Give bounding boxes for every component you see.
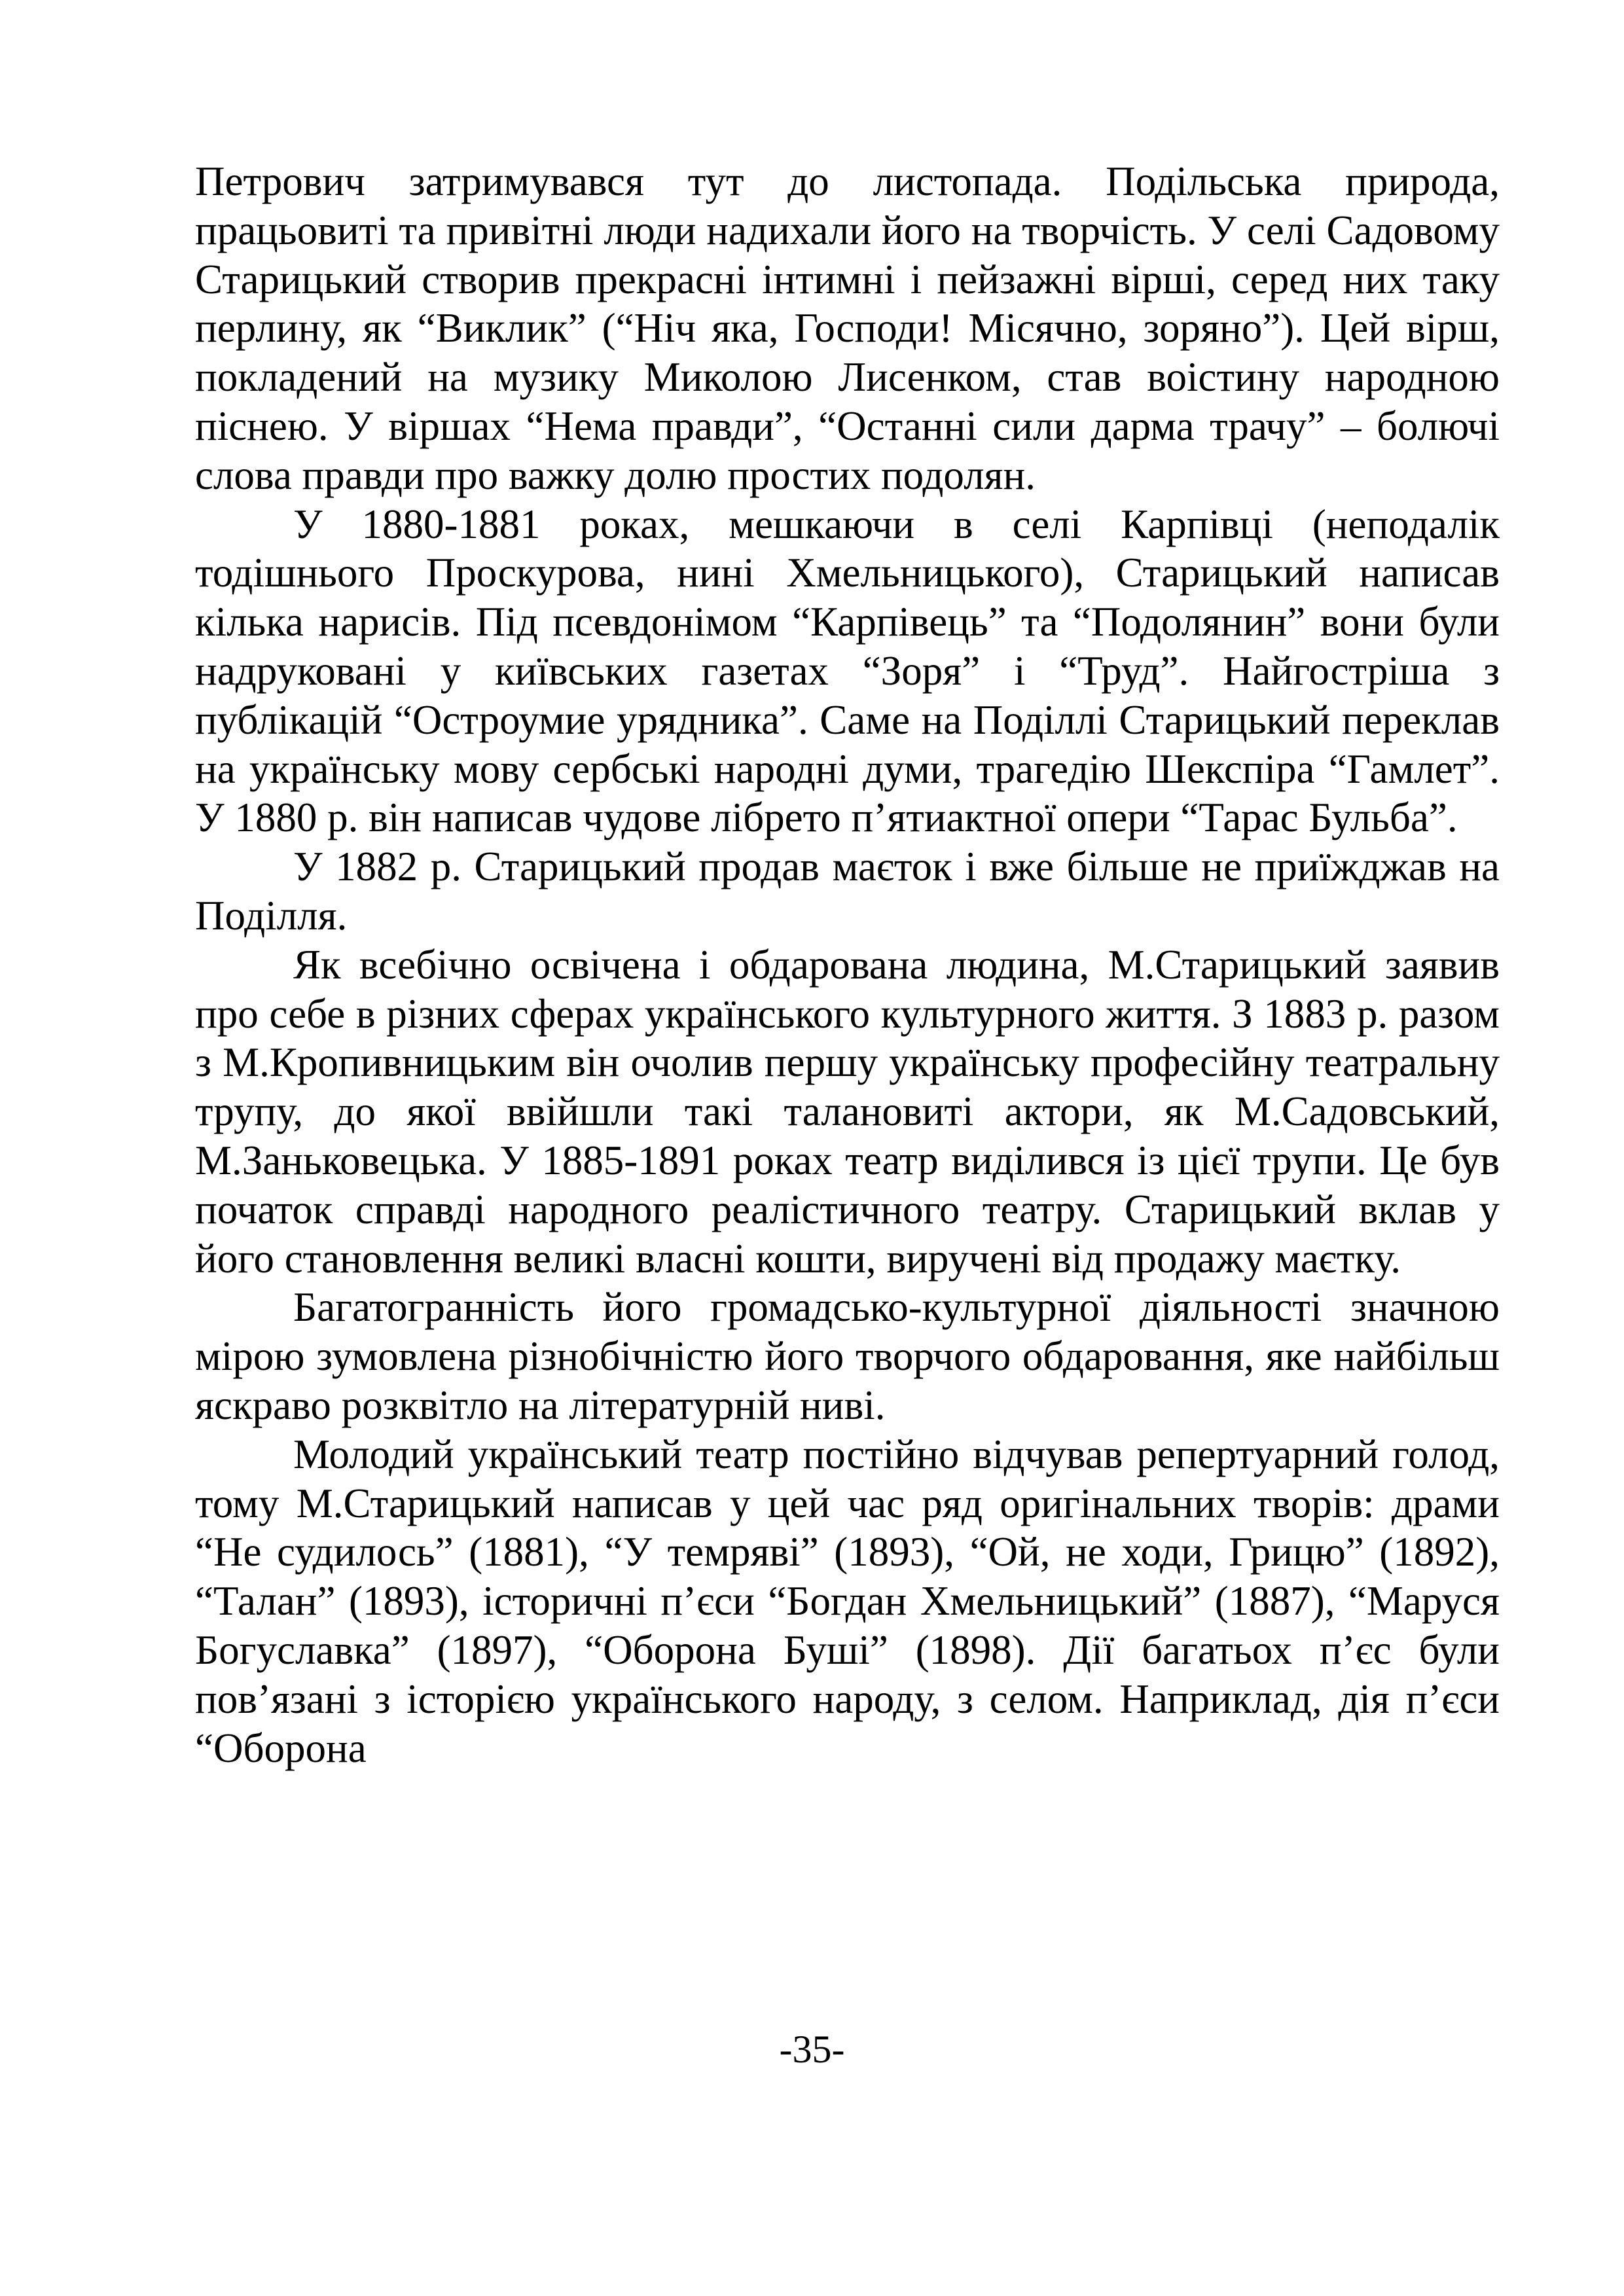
page-number: -35-	[779, 2028, 845, 2071]
paragraph-3: У 1882 р. Старицький продав маєток і вже більше не приїжджав на Поділля.	[195, 844, 1500, 939]
paragraph-5: Багатогранність його громадсько-культурної діяльності значною мірою зумовлена різнобічністю його творчого обдаровання, яке найбільш яскраво розквітло на літературній ниві.	[195, 1284, 1500, 1428]
page-body	[195, 157, 1500, 1772]
paragraph-1: Петрович затримувався тут до листопада. Подільська природа, працьовиті та привітні люди надихали його на творчість. У селі Садовому Старицький створив прекрасні інтимні і пейзажні вірші, серед них таку перлину, як “Виклик” (“Ніч яка, Господи! Місячно, зоряно”). Цей вірш, покладений на музику Миколою Лисенком, став воістину народною піснею. У віршах “Нема правди”, “Останні сили дарма трачу” – болючі слова правди про важку долю простих подолян.	[195, 158, 1500, 498]
paragraph-2: У 1880-1881 роках, мешкаючи в селі Карпівці (неподалік тодішнього Проскурова, нині Хмельницького), Старицький написав кілька нарисів. Під псевдонімом “Карпівець” та “Подолянин” вони були надруковані у київських газетах “Зоря” і “Труд”. Найгостріша з публікацій “Остроумие урядника”. Саме на Поділлі Старицький переклав на українську мову сербські народні думи, трагедію Шекспіра “Гамлет”. У 1880 р. він написав чудове лібрето п’ятиактної опери “Тарас Бульба”.	[195, 501, 1500, 841]
paragraph-6: Молодий український театр постійно відчував репертуарний голод, тому М.Старицький написав у цей час ряд оригінальних творів: драми “Не судилось” (1881), “У темряві” (1893), “Ой, не ходи, Грицю” (1892), “Талан” (1893), історичні п’єси “Богдан Хмельницький” (1887), “Маруся Богуславка” (1897), “Оборона Буші” (1898). Дії багатьох п’єс були пов’язані з історією українського народу, з селом. Наприклад, дія п’єси “Оборона	[195, 1431, 1500, 1771]
paragraph-4: Як всебічно освічена і обдарована людина, М.Старицький заявив про себе в різних сферах українського культурного життя. З 1883 р. разом з М.Кропивницьким він очолив першу українську професійну театральну трупу, до якої ввійшли такі талановиті актори, як М.Садовський, М.Заньковецька. У 1885-1891 роках театр виділився із цієї трупи. Це був початок справді народного реалістичного театру. Старицький вклав у його становлення великі власні кошти, виручені від продажу маєтку.	[195, 941, 1500, 1282]
